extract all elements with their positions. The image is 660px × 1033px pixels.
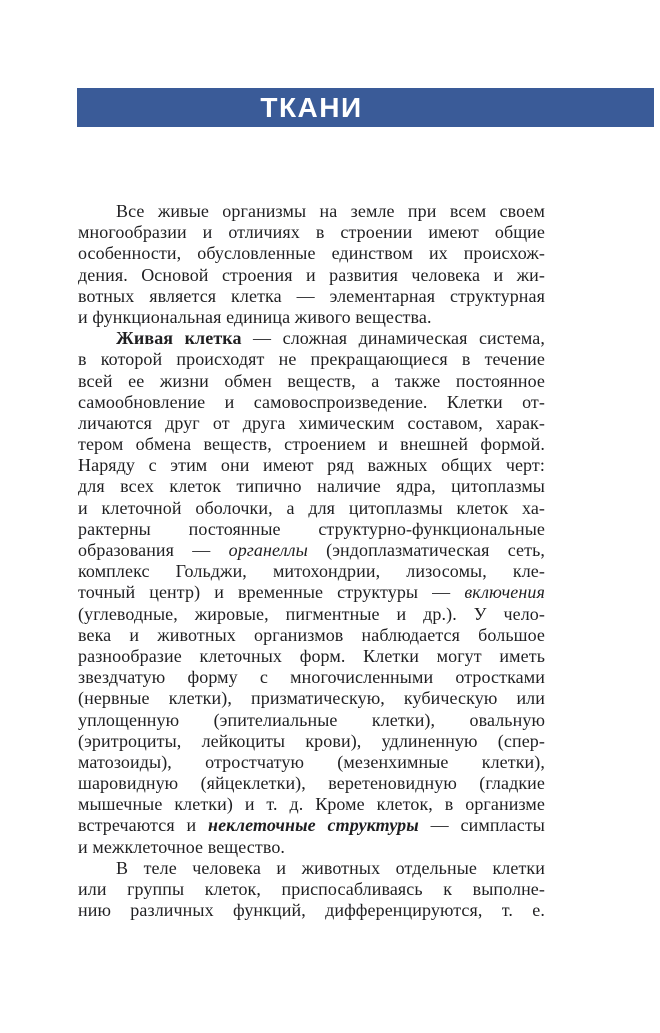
text-line [78,222,545,243]
text-run: комплекс Гольджи, митохондрии, лизосомы, кле- [78,561,545,582]
text-line [78,815,545,836]
text-line [78,773,545,794]
text-line [78,731,545,752]
text-run: разнообразие клеточных форм. Клетки могут иметь [78,645,545,666]
text-run: самообновление и самовоспроизведение. Клетки от- [78,391,545,412]
text-line [78,243,545,264]
text-run: точный центр) и временные структуры — [78,582,465,603]
text-run: или группы клеток, приспосабливаясь к выполне- [78,879,545,899]
text-run: образования — [78,540,229,560]
text-run: (эндоплазматическая сеть, [307,540,545,560]
text-line [78,540,545,561]
text-run: всей ее жизни обмен веществ, а также постоянное [78,370,545,391]
text-run: особенности, обусловленные единством их происхож- [78,243,545,264]
text-line [78,582,545,603]
text-line [78,455,545,476]
text-line [78,371,545,392]
text-line [78,434,545,455]
text-line [78,752,545,773]
text-run: встречаются и [78,815,208,836]
text-run: (нервные клетки), призматическую, кубическую или [78,688,545,709]
text-line [78,858,545,879]
term-italic: включения [464,582,545,603]
text-run: — симпласты [418,815,545,836]
text-line [78,710,545,731]
text-run: и клеточной оболочки, а для цитоплазмы клеток ха- [78,497,545,518]
text-line [78,265,545,286]
text-line [78,349,545,370]
text-run: вотных является клетка — элементарная структурная [78,285,545,306]
text-run: тером обмена веществ, строением и внешней формой. [78,434,545,455]
text-line [78,413,545,434]
text-run: Наряду с этим они имеют ряд важных общих черт: [78,455,545,476]
text-line [78,476,545,497]
text-line [78,837,545,858]
text-run: звездчатую форму с многочисленными отростками [78,667,545,688]
text-line [78,286,545,307]
text-line [78,307,545,328]
text-line [78,900,545,921]
text-line [78,688,545,709]
page-title: ТКАНИ [260,92,363,123]
text-line [78,646,545,667]
text-run: и функциональная единица живого вещества. [78,306,432,327]
text-line [78,879,545,900]
text-run: Все живые организмы на земле при всем своем [116,201,545,221]
term-bold-italic: неклеточные структуры [208,815,419,836]
text-line [78,667,545,688]
text-line [78,625,545,646]
text-run: дения. Основой строения и развития человека и жи- [78,264,545,285]
text-run: В теле человека и животных отдельные клетки [116,857,545,878]
text-run: уплощенную (эпителиальные клетки), овальную [78,709,545,730]
text-run: мышечные клетки) и т. д. Кроме клеток, в организме [78,794,545,815]
text-run: века и животных организмов наблюдается большое [78,624,545,645]
text-line [78,519,545,540]
text-run: в которой происходят не прекращающиеся в течение [78,349,545,370]
text-run: шаровидную (яйцеклетки), веретеновидную (гладкие [78,773,545,794]
text-line [78,794,545,815]
text-run: (углеводные, жировые, пигментные и др.). У чело- [78,603,545,624]
text-run: и межклеточное вещество. [78,836,286,857]
text-run: рактерны постоянные структурно-функциональные [78,518,545,539]
text-run: многообразии и отличиях в строении имеют общие [78,222,545,243]
text-run: для всех клеток типично наличие ядра, цитоплазмы [78,476,545,497]
body-text [78,201,545,921]
text-line [78,604,545,625]
text-line [78,201,545,222]
term-italic: органеллы [228,540,308,560]
text-run: нию различных функций, дифференцируются, т. е. [78,900,545,921]
text-run: (эритроциты, лейкоциты крови), удлиненную (спер- [78,730,545,751]
text-line [78,392,545,413]
term-bold: Живая клетка [116,328,242,349]
text-run: матозоиды), отростчатую (мезенхимные клетки), [78,751,545,772]
text-line [78,498,545,519]
text-run: личаются друг от друга химическим составом, харак- [78,412,545,433]
text-line [78,328,545,349]
text-run: — сложная динамическая система, [241,328,545,349]
text-line [78,561,545,582]
